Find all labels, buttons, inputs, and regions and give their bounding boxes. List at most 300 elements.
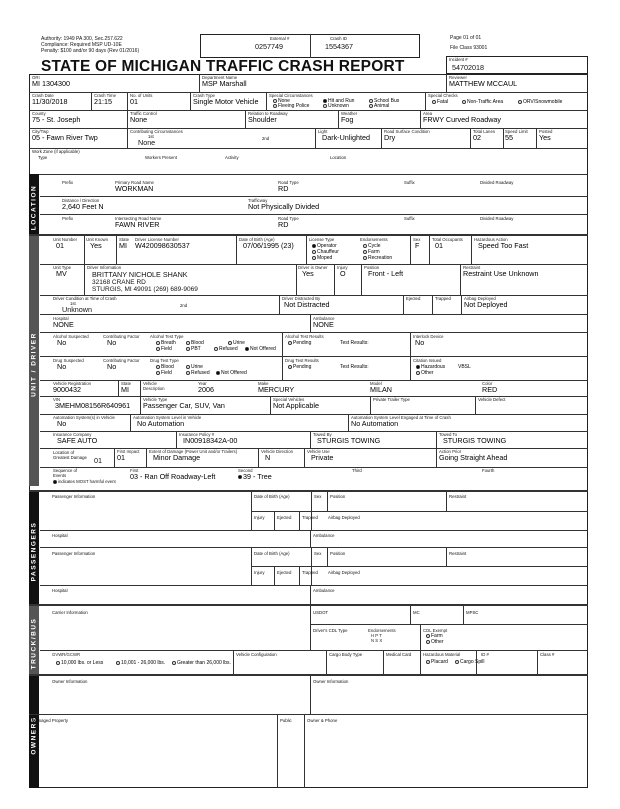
unit-known-label: Unit Known [86,237,108,242]
incident-label: Incident # [449,57,468,62]
speed-limit: 55 [505,133,513,142]
model-label: Model [370,381,382,386]
special-circ-label: Special Circumstances [269,93,313,98]
condition-label: Driver Condition at Time of Crash [53,296,117,301]
at-pbt: PBT [191,346,201,352]
license-type-label: License Type [309,237,335,242]
driver-name: BRITTANY NICHOLE SHANK [92,270,188,279]
traffic-control-label: Traffic Control [130,111,157,116]
trafficway: Not Physically Divided [248,202,320,211]
at-breath: Breath [161,340,176,346]
sequence-first: 03 - Ran Off Roadway-Left [130,472,216,481]
endorsements-label: Endorsements [360,237,388,242]
sc-school-bus: School Bus [374,98,400,104]
at-not-offered: Not Offered [250,346,276,352]
mpsc-label: MPSC [466,610,479,615]
class-number-label: Class # [540,652,555,657]
surface-label: Road Surface Condition [384,129,430,134]
crash-time-label: Crash Time [94,93,116,98]
cit-hazardous: Hazardous [421,364,446,370]
description-label: Description [143,386,165,391]
radio-icon [369,104,373,108]
radio-icon [156,365,160,369]
driver-injury: O [340,269,346,278]
radio-icon [416,371,420,375]
citation [413,358,471,376]
endorsements [360,237,393,261]
cdl-exempt [423,628,448,645]
vehicle-vin: 3MEHM08156R640961 [55,401,131,410]
towed-to-label: Towed To [439,432,458,437]
injury-label: Injury [337,265,348,270]
unit-known: Yes [90,241,102,250]
id-number-label: ID # [481,652,489,657]
seq-second-label: Second [238,468,253,473]
driver-sex: F [415,241,420,250]
special-vehicles: Not Applicable [273,401,319,410]
reviewer-label: Reviewer [449,75,467,80]
drug-test-type [150,358,247,376]
cit-other: Other [421,370,434,376]
carrier-info-label: Carrier Information [52,610,88,615]
intersecting-road-label: Intersecting Road Name [115,216,162,221]
public-label: Public [280,718,292,723]
owner-info-label: Owner Information [52,679,88,684]
radio-icon [186,347,190,351]
state-label: State [119,237,130,242]
passenger1-sex-label: Sex [314,494,322,499]
page-number: Page 01 of 01 [450,35,482,41]
dt-urine: Urine [191,364,203,370]
first-impact-label: First Impact [117,449,140,454]
dt-blood: Blood [161,364,174,370]
insurance-policy: IN00918342A-00 [183,436,238,445]
contributing-1st: None [138,138,156,147]
external-label: External # [270,36,290,41]
cargo-body-label: Cargo Body Type [329,652,363,657]
radio-icon [363,256,367,260]
relation-label: Relation to Roadway [248,111,288,116]
units-count: 01 [130,97,138,106]
driver-ambulance: NONE [313,320,334,329]
endorsements-line1: H P T [371,633,382,638]
automation-systems-label: Automation System(s) in Vehicle [53,415,115,420]
make-label: Make [258,381,269,386]
automation-engaged: No Automation [351,419,399,428]
alcohol-suspected: No [57,338,67,347]
authority-line: Compliance: Required MSP UD-10E [41,42,122,48]
road-type-label-2: Road Type [278,216,299,221]
radio-icon [518,100,522,104]
weather: Fog [341,115,354,124]
drug-test-results: Test Results: [340,364,369,370]
en-cycle: Cycle [368,243,381,249]
reviewer-name: MATTHEW MCCAUL [449,79,518,88]
crash-date-label: Crash Date [32,93,54,98]
external-number: 0257749 [255,42,283,51]
prefix-label: Prefix [62,180,73,185]
road-type-1: RD [278,184,289,193]
lt-operator: Operator [317,243,337,249]
lt-chauffeur: Chauffeur [317,249,339,255]
distance-direction: 2,640 Feet N [62,202,104,211]
airbag-deployed: Not Deployed [464,300,508,309]
radio-icon [363,250,367,254]
en-farm: Farm [368,249,380,255]
automation-systems: No [57,419,67,428]
radio-icon [432,100,436,104]
unit-driver-tab-text: UNIT / DRIVER [30,332,38,397]
medical-card-label: Medical Card [386,652,412,657]
crash-date: 11/30/2018 [32,97,68,106]
citation-label: Citation Issued [413,358,442,363]
authority-line: Penalty: $100 and/or 90 days (Rev 01/2016) [41,48,140,54]
total-lanes: 02 [473,133,481,142]
suffix-label: Suffix [404,180,415,185]
owners-tab-text: OWNERS [30,716,38,755]
radio-icon [186,341,190,345]
sequence-note: indicates MOST harmful event [58,479,116,484]
sc-fleeing: Fleeing Police [278,103,310,109]
gvwr-option-1: 10,000 lbs. or Less [61,660,104,666]
dt-refused: Refused [191,370,210,376]
workzone-activity: Activity [225,155,239,160]
radio-icon [186,365,190,369]
alcohol-test-type [150,334,276,352]
vehicle-type-label: Vehicle Type [143,397,168,402]
passengers-section-tab [29,492,39,604]
radio-icon [156,341,160,345]
vehicle-label: Vehicle [143,381,157,386]
radio-icon [323,104,327,108]
alcohol-results [285,334,369,346]
chk-non-traffic: Non-Traffic Area [467,99,504,105]
drug-results-label: Drug Test Results [285,358,319,363]
passenger2-ambulance-label: Ambulance [313,588,335,593]
drug-results [285,358,369,370]
dob-label: Date of Birth (Age) [239,237,275,242]
radio-icon [426,640,430,644]
passenger1-ejected-label: Ejected [277,515,292,520]
sc-animal: Animal [374,103,390,109]
truck-bus-section-tab [29,606,39,674]
radio-icon [214,347,218,351]
light-label: Light [318,129,328,134]
vehicle-year: 2006 [198,385,214,394]
file-class: File Class 93001 [450,45,488,51]
road-surface: Dry [384,133,396,142]
drug-pending: Pending [293,364,312,370]
passengers-tab-text: PASSENGERS [30,521,38,582]
road-type-label: Road Type [278,180,299,185]
distracted-label: Driver Distracted By [282,296,321,301]
passenger1-position-label: Position [330,494,346,499]
workzone-label: Work Zone (if applicable) [32,149,80,154]
radio-filled-icon [53,480,57,484]
authority-block [41,36,139,54]
driver-condition: Unknown [62,305,92,314]
truck-bus-tab-text: TRUCK/BUS [30,617,38,670]
owner-info-label-2: Owner Information [313,679,349,684]
passenger1-info-label: Passenger Information [52,494,96,499]
crash-type: Single Motor Vehicle [193,97,259,106]
trapped-label: Trapped [435,296,451,301]
department-name: MSP Marshall [202,79,247,88]
passenger2-trapped-label: Trapped [302,570,318,575]
divided-roadway-label: Divided Roadway [480,180,514,185]
alcohol-suspected-label: Alcohol Suspected [53,334,89,339]
radio-icon [56,661,60,665]
sequence-label: Sequence of Events [53,468,78,478]
seq-third-label: Third [352,468,362,473]
veh-state-label: State [121,381,132,386]
total-occupants: 01 [435,241,443,250]
passenger1-hospital-label: Hospital [52,533,68,538]
county: 75 - St. Joseph [32,115,81,124]
driver-position: Front - Left [368,269,404,278]
vehicle-registration: 9000432 [53,385,81,394]
license-state: MI [119,241,127,250]
alcohol-test-label: Alcohol Test Type [150,334,184,339]
condition-1st-label: 1st [70,301,76,306]
owners-section-tab [29,676,39,788]
condition-2nd-label: 2nd [180,303,188,308]
speed-posted: Yes [539,133,551,142]
crash-id-number: 1554367 [325,42,353,51]
traffic-control: None [130,115,148,124]
department-label: Department Name [202,75,238,80]
passenger2-restraint-label: Restraint [449,551,467,556]
unit-driver-section-tab [29,236,39,486]
units-label: No. of Units [130,93,153,98]
radio-icon [273,104,277,108]
ori-label: ORI [32,75,40,80]
hazmat-placard: Placard [431,659,448,665]
vehicle-use: Private [311,453,334,462]
automation-level: No Automation [137,419,185,428]
light-condition: Dark-Unlighted [322,133,370,142]
sequence-second: 39 - Tree [243,472,272,481]
passenger1-airbag-label: Airbag Deployed [328,515,360,520]
license-number: W420098630537 [135,241,190,250]
unit-number: 01 [56,241,64,250]
dt-field: Field [161,370,172,376]
vehicle-color: RED [482,385,498,394]
city-twp: 05 - Fawn River Twp [32,133,98,142]
contributing-1st-label: 1st [148,134,154,139]
damage-location: 01 [94,456,102,465]
primary-road-label: Primary Road Name [115,180,154,185]
drug-suspected: No [57,362,67,371]
radio-icon [156,371,160,375]
sc-hit-run: Hit and Run [328,98,355,104]
damage-location-label: Location of Greatest Damage [53,450,87,460]
passenger1-trapped-label: Trapped [302,515,318,520]
passenger1-restraint-label: Restraint [449,494,467,499]
insurance-label: Insurance Company [53,432,92,437]
automation-level-label: Automation System Level in Vehicle [133,415,202,420]
policy-label: Insurance Policy # [179,432,215,437]
alcohol-test-results: Test Results: [340,340,369,346]
unit-number-label: Unit Number [53,237,78,242]
radio-filled-icon [238,475,242,479]
seq-first-label: First [130,468,139,473]
seq-fourth-label: Fourth [482,468,495,473]
vehicle-state: MI [121,385,129,394]
alcohol-results-label: Alcohol Test Results [285,334,324,339]
at-urine: Urine [233,340,245,346]
vehicle-type: Passenger Car, SUV, Van [143,401,225,410]
driver-city-phone: STURGIS, MI 49091 (269) 689-9069 [92,286,198,293]
radio-icon [455,660,459,664]
driver-address: 32168 CRANE RD [92,279,146,286]
radio-icon [186,371,190,375]
contributing-2nd-label: 2nd [262,136,270,141]
radio-icon [172,661,176,665]
special-circumstances [269,93,400,109]
endorsements-truck-label: Endorsements [368,628,396,633]
authority-line: Authority: 1949 PA 300, Sec.257.622 [41,36,123,42]
exempt-farm: Farm [431,633,443,639]
vehicle-model: MILAN [370,385,392,394]
alcohol-pending: Pending [293,340,312,346]
at-refused: Refused [219,346,238,352]
hazardous-action: Speed Too Fast [478,241,529,250]
radio-icon [156,347,160,351]
action-prior: Going Straight Ahead [439,453,508,462]
passenger1-dob-label: Date of Birth (Age) [254,494,290,499]
gvwr-option-2: 10,001 - 26,000 lbs. [121,660,166,666]
hospital-label: Hospital [53,316,69,321]
sex-label: Sex [413,237,421,242]
en-recreation: Recreation [368,255,393,261]
speed-label: Speed Limit [505,129,528,134]
radio-filled-icon [312,244,316,248]
passenger2-sex-label: Sex [314,551,322,556]
radio-filled-icon [245,347,249,351]
passenger2-injury-label: Injury [254,570,265,575]
prefix-label-2: Prefix [62,216,73,221]
driver-info-label: Driver Information [87,265,122,270]
radio-icon [426,634,430,638]
damaged-property-label: Damaged Property [32,718,69,723]
license-type [309,237,339,261]
driver-distracted: Not Distracted [284,300,330,309]
ejected-label: Ejected [406,296,421,301]
road-type-2: RD [278,220,289,229]
restraint-label: Restraint [463,265,481,270]
cdl-type-label: Driver's CDL Type [313,628,348,633]
chk-fatal: Fatal [437,99,449,105]
suffix-label-2: Suffix [404,216,415,221]
occupants-label: Total Occupants [432,237,463,242]
unit-type: MV [56,269,67,278]
driver-hospital: NONE [53,320,74,329]
workzone-location: Location [330,155,347,160]
radio-icon [462,100,466,104]
towed-to: STURGIS TOWING [443,436,507,445]
drug-contrib-label: Contributing Factor [103,358,140,363]
passenger2-ejected-label: Ejected [277,570,292,575]
passenger2-dob-label: Date of Birth (Age) [254,551,290,556]
special-checks-label: Special Checks [428,93,458,98]
usdot-label: USDOT [313,610,329,615]
year-label: Year [198,381,207,386]
color-label: Color [482,381,493,386]
intersecting-road: FAWN RIVER [115,220,160,229]
radio-icon [228,341,232,345]
incident-number: 54702018 [452,63,484,72]
vehicle-direction-label: Vehicle Direction [261,449,294,454]
damage-extent: Minor Damage [153,453,201,462]
vehicle-use-label: Vehicle Use [307,449,330,454]
first-impact: 01 [117,453,125,462]
insurance-company: SAFE AUTO [57,436,98,445]
sc-unknown: Unknown [328,103,349,109]
unit-type-label: Unit Type [53,265,72,270]
lanes-label: Total Lanes [473,129,495,134]
radio-icon [426,660,430,664]
interlock-device: No [415,338,425,347]
location-section-tab [29,174,39,234]
special-checks [428,93,563,105]
trafficway-label: Trafficway [248,198,268,203]
defect-label: Vehicle Defect [478,397,506,402]
driver-owner-label: Driver is Owner [298,265,328,270]
distance-label: Distance / Direction [62,198,100,203]
primary-road: WORKMAN [115,184,154,193]
at-blood: Blood [191,340,204,346]
report-title: STATE OF MICHIGAN TRAFFIC CRASH REPORT [41,58,405,75]
towed-by-label: Towed By [313,432,332,437]
vehicle-direction: N [265,453,271,462]
drug-suspected-label: Drug Suspected [53,358,84,363]
vehicle-make: MERCURY [258,385,295,394]
endorsements-line2: N S X [371,638,383,643]
relation-to-roadway: Shoulder [248,115,277,124]
alcohol-contributing: No [107,338,117,347]
posted-label: Posted [539,129,553,134]
passenger1-ambulance-label: Ambulance [313,533,335,538]
contributing-label: Contributing Circumstances [130,129,183,134]
ori-value: MI 1304300 [32,79,70,88]
radio-icon [116,661,120,665]
cdl-exempt-label: CDL Exempt [423,628,448,633]
position-label: Position [364,265,380,270]
chk-orv: ORV/Snowmobile [523,99,563,105]
radio-filled-icon [416,365,420,369]
drug-contributing: No [107,362,117,371]
county-label: County [32,111,46,116]
dt-not-offered: Not Offered [221,370,247,376]
registration-label: Vehicle Registration [53,381,91,386]
vin-label: VIN [53,397,61,402]
towed-by: STURGIS TOWING [317,436,381,445]
hazmat-label: Hazardous Material [423,652,461,657]
area-label: Area [423,111,433,116]
gvwr-block [52,652,231,666]
automation-engaged-label: Automation System Level Engaged at Time of Crash [351,415,451,420]
airbag-label: Airbag Deployed [464,296,496,301]
special-vehicles-label: Special Vehicles [273,397,305,402]
ambulance-label: Ambulance [313,316,335,321]
radio-icon [288,341,292,345]
driver-restraint: Restraint Use Unknown [463,269,539,278]
vehicle-config-label: Vehicle Configuration [236,652,277,657]
passenger2-hospital-label: Hospital [52,588,68,593]
area: FRWY Curved Roadway [423,115,502,124]
trailer-label: Private Trailer Type [373,397,410,402]
